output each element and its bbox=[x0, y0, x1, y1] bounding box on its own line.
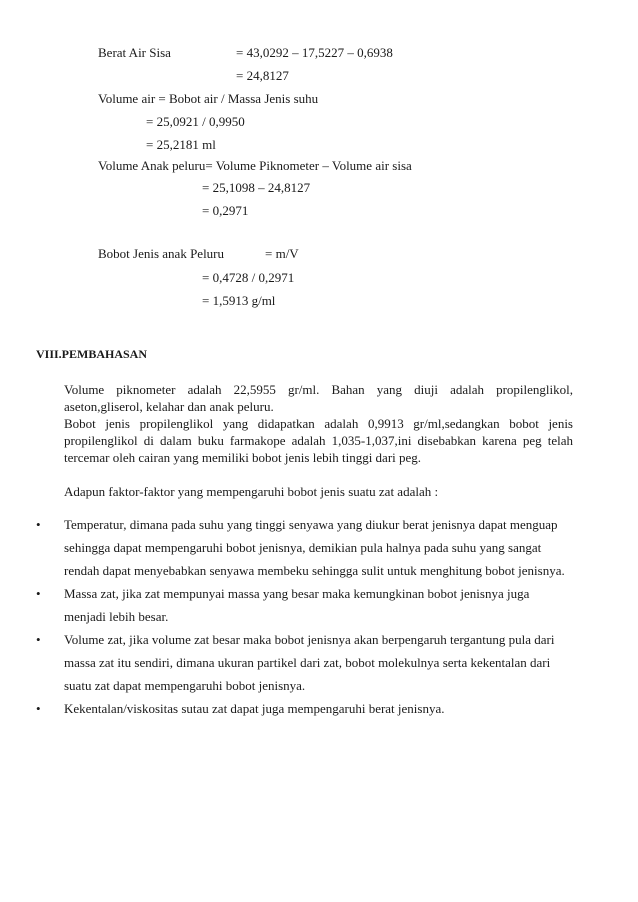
volume-anak-peluru-formula: Volume Anak peluru= Volume Piknometer – Volume air sisa bbox=[98, 158, 412, 173]
volume-anak-peluru-line-1: = 25,1098 – 24,8127 bbox=[202, 180, 311, 195]
paragraph-2-line-3: tercemar oleh cairan yang memiliki bobot jenis lebih tinggi dari peg. bbox=[64, 450, 422, 465]
volume-anak-peluru-line-2: = 0,2971 bbox=[202, 203, 249, 218]
paragraph-1-line-2: aseton,gliserol, kelahar dan anak peluru. bbox=[64, 399, 274, 414]
bullet-1-line-2: sehingga dapat mempengaruhi bobot jenisnya, demikian pula halnya pada suhu yang sangat bbox=[64, 540, 542, 555]
bullet-1-line-3: rendah dapat menyebabkan senyawa membeku sehingga sulit untuk menghitung bobot jenisnya. bbox=[64, 563, 565, 578]
volume-air-formula: Volume air = Bobot air / Massa Jenis suhu bbox=[98, 91, 319, 106]
paragraph-2-line-2: propilenglikol di dalam buku farmakope adalah 1,035-1,037,ini disebabkan karena peg telah bbox=[64, 433, 573, 448]
berat-air-sisa-line-2: = 24,8127 bbox=[236, 68, 289, 83]
bullet-3-line-1: Volume zat, jika volume zat besar maka bobot jenisnya akan berpengaruh tergantung pula dari bbox=[64, 632, 555, 647]
bullet-icon: • bbox=[36, 586, 41, 601]
bobot-jenis-formula: = m/V bbox=[265, 246, 299, 261]
volume-air-line-1: = 25,0921 / 0,9950 bbox=[146, 114, 245, 129]
berat-air-sisa-line-1: = 43,0292 – 17,5227 – 0,6938 bbox=[236, 45, 393, 60]
volume-air-line-2: = 25,2181 ml bbox=[146, 137, 216, 152]
bobot-jenis-line-1: = 0,4728 / 0,2971 bbox=[202, 270, 295, 285]
berat-air-sisa-label: Berat Air Sisa bbox=[98, 45, 171, 60]
bullet-icon: • bbox=[36, 517, 41, 532]
bullet-3-line-2: massa zat itu sendiri, dimana ukuran partikel dari zat, bobot molekulnya serta kekentalan dari bbox=[64, 655, 551, 670]
bullet-2-line-2: menjadi lebih besar. bbox=[64, 609, 169, 624]
bobot-jenis-line-2: = 1,5913 g/ml bbox=[202, 293, 276, 308]
bullet-1-line-1: Temperatur, dimana pada suhu yang tinggi senyawa yang diukur berat jenisnya dapat menguap bbox=[64, 517, 558, 532]
bullet-4-line-1: Kekentalan/viskositas sutau zat dapat juga mempengaruhi berat jenisnya. bbox=[64, 701, 445, 716]
bullet-icon: • bbox=[36, 701, 41, 716]
paragraph-1-line-1: Volume piknometer adalah 22,5955 gr/ml. Bahan yang diuji adalah propilenglikol, bbox=[64, 382, 573, 397]
paragraph-3: Adapun faktor-faktor yang mempengaruhi bobot jenis suatu zat adalah : bbox=[64, 484, 439, 499]
bullet-icon: • bbox=[36, 632, 41, 647]
paragraph-2-line-1: Bobot jenis propilenglikol yang didapatkan adalah 0,9913 gr/ml,sedangkan bobot jenis bbox=[64, 416, 573, 431]
section-heading: VIII.PEMBAHASAN bbox=[36, 347, 148, 361]
bobot-jenis-label: Bobot Jenis anak Peluru bbox=[98, 246, 225, 261]
bullet-2-line-1: Massa zat, jika zat mempunyai massa yang besar maka kemungkinan bobot jenisnya juga bbox=[64, 586, 530, 601]
bullet-3-line-3: suatu zat dapat mempengaruhi bobot jenisnya. bbox=[64, 678, 306, 693]
